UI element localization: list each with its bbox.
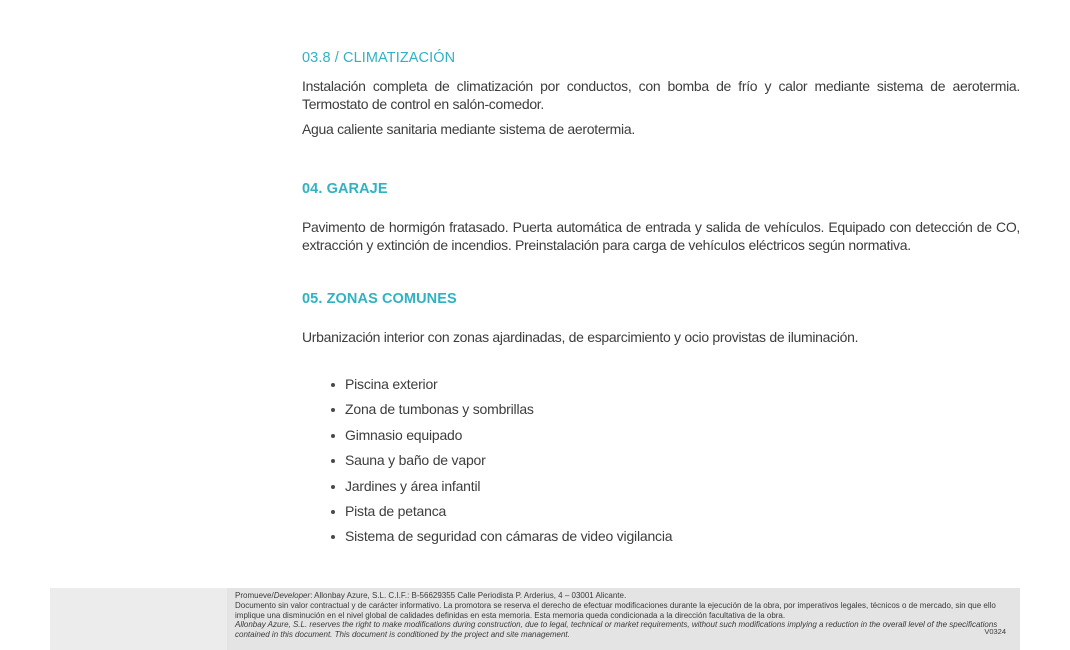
bullet-dot-icon [331,510,335,514]
bullet-dot-icon [331,485,335,489]
section-paragraph: Pavimento de hormigón fratasado. Puerta automática de entrada y salida de vehículos. Equipado con detección de CO, extracción y extinción de incendios. Preinstalación para carga de vehículos eléctricos según normativa. [302,219,1020,253]
section-paragraph: Agua caliente sanitaria mediante sistema de aerotermia. [302,121,635,137]
footer-promoter-italic: Developer [273,591,311,600]
bullet-dot-icon [331,434,335,438]
section-paragraph: Urbanización interior con zonas ajardinadas, de esparcimiento y ocio provistas de iluminación. [302,329,859,345]
footer-disclaimer-spanish: Documento sin valor contractual y de carácter informativo. La promotora se reserva el derecho de efectuar modificaciones durante la ejecución de la obra, por imperativos legales, técnicos o de mercado, sin que ello implique una disminución en el nivel global de calidades definidas en esta memoria. Esta memoria queda condicionada a la dirección facultativa de la obra. [235,600,996,620]
footer-disclaimer-english: Allonbay Azure, S.L. reserves the right to make modifications during construction, due to legal, technical or market requirements, without such modifications implying a reduction in the overall level of the specifications contained in this document. This document is conditioned by the project and site management. [235,620,998,640]
list-item [331,397,1020,422]
footer [50,588,1020,650]
footer-legal-text [235,591,1000,640]
list-item-label: Jardines y área infantil [345,477,481,494]
list-item-label: Zona de tumbonas y sombrillas [345,401,534,418]
list-item [331,423,1020,448]
footer-promoter-prefix: Promueve/ [235,591,274,600]
document-content [302,51,1020,550]
section-heading: 03.8 / CLIMATIZACIÓN [302,50,456,66]
footer-developer-line [235,591,1000,601]
bullet-dot-icon [331,459,335,463]
list-item-label: Gimnasio equipado [345,426,463,443]
section-heading: 04. GARAJE [302,181,388,197]
bullet-dot-icon [331,535,335,539]
list-item-label: Sauna y baño de vapor [345,452,486,469]
section-3 [302,292,1020,550]
section-heading: 05. ZONAS COMUNES [302,291,457,307]
section-paragraph: Instalación completa de climatización por conductos, con bomba de frío y calor mediante sistema de aerotermia. Termostato de control en salón-comedor. [302,78,1020,112]
list-item [331,524,1020,549]
footer-promoter-rest: : Allonbay Azure, S.L. C.I.F.: B-56629355 Calle Periodista P. Arderius, 4 – 03001 Alicante. [310,591,627,600]
list-item [331,448,1020,473]
section-2 [302,182,1020,254]
list-item [331,499,1020,524]
version-code: V0324 [984,627,1006,636]
list-item [331,474,1020,499]
list-item [331,372,1020,397]
bullet-dot-icon [331,383,335,387]
bullet-dot-icon [331,408,335,412]
list-item-label: Sistema de seguridad con cámaras de video vigilancia [345,528,673,545]
list-item-label: Pista de petanca [345,503,447,520]
section-1 [302,51,1020,138]
amenities-list [302,372,1020,550]
footer-left-cell [50,588,227,650]
list-item-label: Piscina exterior [345,376,438,392]
